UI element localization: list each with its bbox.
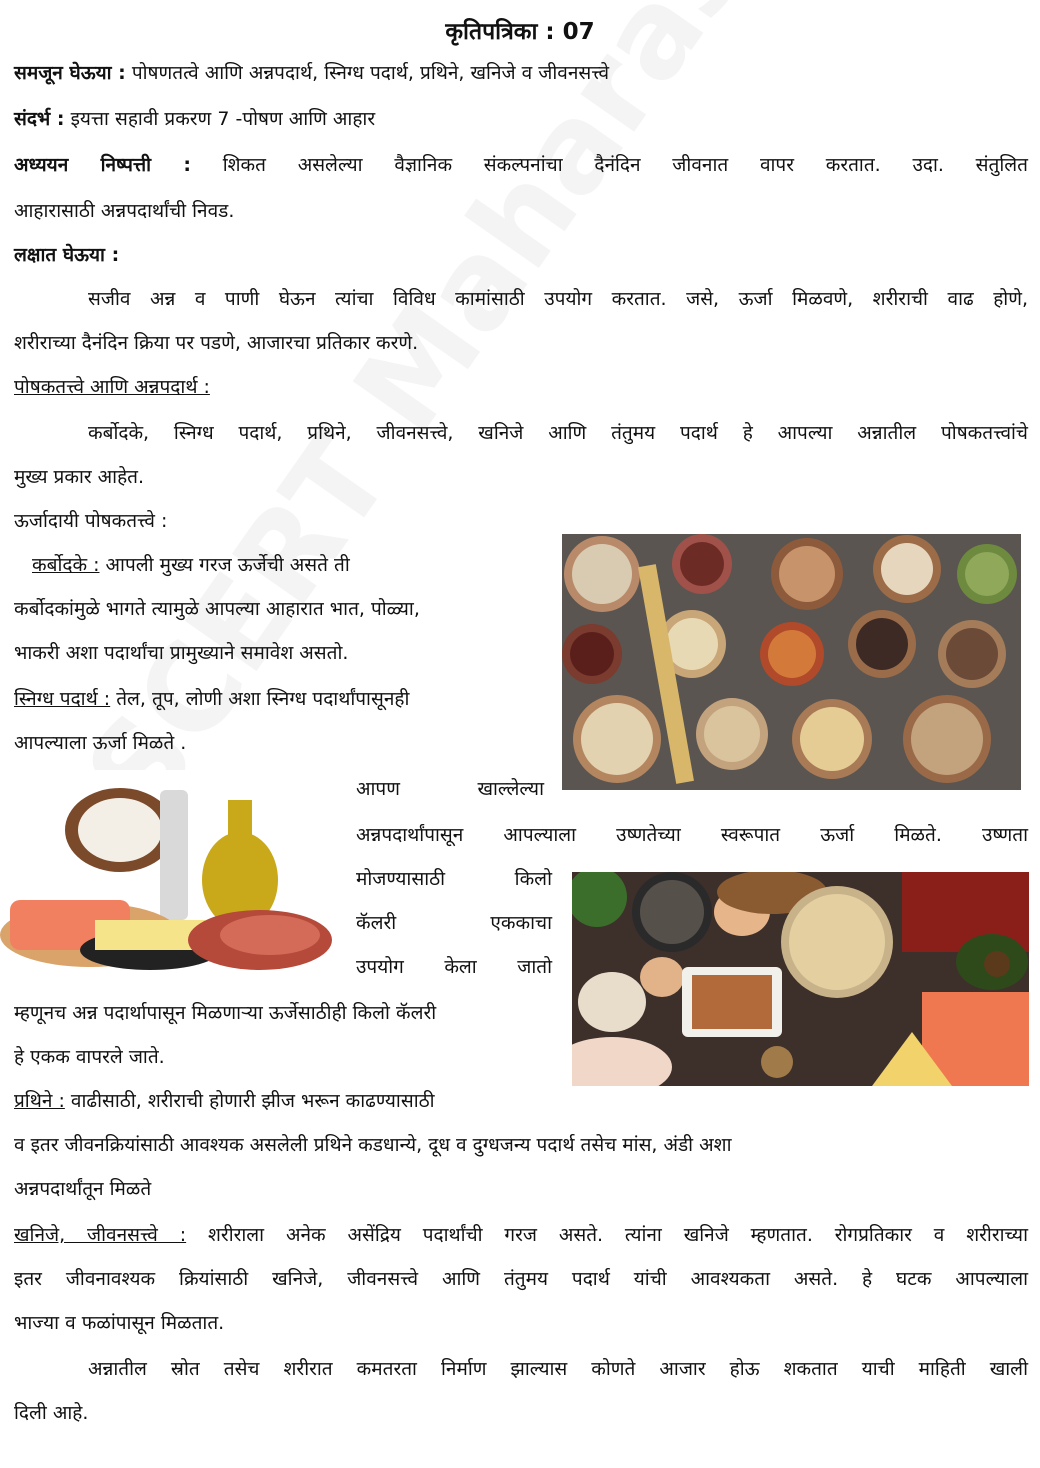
sandarbh-text: इयत्ता सहावी प्रकरण 7 -पोषण आणि आहार (70, 108, 376, 130)
karbodake-line-3: भाकरी अशा पदार्थांचा प्रामुख्याने समावेश असतो. (14, 642, 349, 664)
calorie-line-3 (356, 864, 552, 894)
calorie-line-6: म्हणूनच अन्न पदार्थापासून मिळणाऱ्या ऊर्जेसाठीही किलो कॅलरी (14, 1002, 437, 1024)
lakshat-line-1: सजीव अन्न व पाणी घेऊन त्यांचा विविध कामांसाठी उपयोग करतात. जसे, ऊर्जा मिळवणे, शरीराची वाढ होणे, (88, 288, 1028, 310)
karbodake-text-1: आपली मुख्य गरज ऊर्जेची असते ती (105, 554, 350, 576)
calorie-word-6: एककाचा (490, 912, 552, 934)
khanije-line-3: भाज्या व फळांपासून मिळतात. (14, 1312, 225, 1334)
khanije-label: खनिजे, जीवनसत्त्वे : (14, 1224, 187, 1246)
protein-image (572, 872, 1029, 1086)
nishpatti-line-1 (14, 150, 1028, 180)
samjun-line (14, 58, 1028, 88)
calorie-line-1 (356, 774, 544, 804)
karbodake-label: कर्बोदके : (32, 554, 100, 576)
lakshat-line-2: शरीराच्या दैनंदिन क्रिया पर पडणे, आजारचा प्रतिकार करणे. (14, 332, 419, 354)
prathine-text-1: वाढीसाठी, शरीराची होणारी झीज भरून काढण्यासाठी (70, 1090, 435, 1112)
calorie-word-8: केला (444, 956, 477, 978)
prathine-line-2: व इतर जीवनक्रियांसाठी आवश्यक असलेली प्रथिने कडधान्ये, दूध व दुग्धजन्य पदार्थ तसेच मांस, अंडी अशा (14, 1134, 732, 1156)
khanije-line-1 (14, 1220, 1028, 1250)
grains-image (562, 534, 1021, 790)
sandarbh-line (14, 104, 1028, 134)
poshak-line-1: कर्बोदके, स्निग्ध पदार्थ, प्रथिने, जीवनसत्त्वे, खनिजे आणि तंतुमय पदार्थ हे आपल्या अन्नातील पोषकतत्त्वांचे (88, 422, 1028, 444)
calorie-line-2: अन्नपदार्थांपासून आपल्याला उष्णतेच्या स्वरूपात ऊर्जा मिळते. उष्णता (356, 824, 1028, 846)
khanije-line-2: इतर जीवनावश्यक क्रियांसाठी खनिजे, जीवनसत्त्वे आणि तंतुमय पदार्थ यांची आवश्यकता असते. हे घटक आपल्याला (14, 1268, 1028, 1290)
urja-heading: ऊर्जादायी पोषकतत्त्वे : (14, 510, 168, 532)
prathine-line-1 (14, 1086, 435, 1116)
karbodake-line-1 (14, 550, 350, 580)
poshak-heading: पोषकतत्त्वे आणि अन्नपदार्थ : (14, 376, 210, 398)
calorie-line-5 (356, 952, 552, 982)
snigdha-text-1: तेल, तूप, लोणी अशा स्निग्ध पदार्थांपासूनही (116, 688, 410, 710)
calorie-word-1: आपण (356, 778, 400, 800)
sandarbh-label: संदर्भ : (14, 108, 65, 130)
calorie-word-5: कॅलरी (356, 912, 397, 934)
calorie-word-2: खाल्लेल्या (477, 778, 544, 800)
fats-image (0, 770, 336, 976)
snigdha-line-1 (14, 684, 409, 714)
fats-illustration (0, 770, 336, 976)
samjun-label: समजून घेऊया : (14, 62, 126, 84)
calorie-line-7: हे एकक वापरले जाते. (14, 1046, 165, 1068)
calorie-word-4: किलो (514, 868, 552, 890)
karbodake-line-2: कर्बोदकांमुळे भागते त्यामुळे आपल्या आहारात भात, पोळ्या, (14, 598, 420, 620)
prathine-line-3: अन्नपदार्थांतून मिळते (14, 1178, 152, 1200)
poshak-line-2: मुख्य प्रकार आहेत. (14, 466, 145, 488)
calorie-word-3: मोजण्यासाठी (356, 868, 446, 890)
nishpatti-label: अध्ययन निष्पत्ती : (14, 154, 191, 176)
grains-illustration (562, 534, 1021, 790)
page-title: कृतिपत्रिका : 07 (445, 19, 595, 45)
khanije-text-1: शरीराला अनेक असेंद्रिय पदार्थांची गरज असते. त्यांना खनिजे म्हणतात. रोगप्रतिकार व शरीराच्या (208, 1224, 1028, 1246)
nishpatti-line-2: आहारासाठी अन्नपदार्थांची निवड. (14, 200, 235, 222)
closing-line-2: दिली आहे. (14, 1402, 89, 1424)
calorie-line-4 (356, 908, 552, 938)
protein-illustration (572, 872, 1029, 1086)
snigdha-label: स्निग्ध पदार्थ : (14, 688, 111, 710)
prathine-label: प्रथिने : (14, 1090, 65, 1112)
lakshat-heading: लक्षात घेऊया : (14, 244, 120, 266)
closing-line-1: अन्नातील स्रोत तसेच शरीरात कमतरता निर्माण झाल्यास कोणते आजार होऊ शकतात याची माहिती खाली (88, 1358, 1028, 1380)
calorie-word-9: जातो (517, 956, 552, 978)
calorie-word-7: उपयोग (356, 956, 404, 978)
nishpatti-text-1: शिकत असलेल्या वैज्ञानिक संकल्पनांचा दैनंदिन जीवनात वापर करतात. उदा. संतुलित (222, 154, 1028, 176)
samjun-text: पोषणतत्वे आणि अन्नपदार्थ, स्निग्ध पदार्थ, प्रथिने, खनिजे व जीवनसत्त्वे (131, 62, 610, 84)
snigdha-line-2: आपल्याला ऊर्जा मिळते . (14, 732, 187, 754)
